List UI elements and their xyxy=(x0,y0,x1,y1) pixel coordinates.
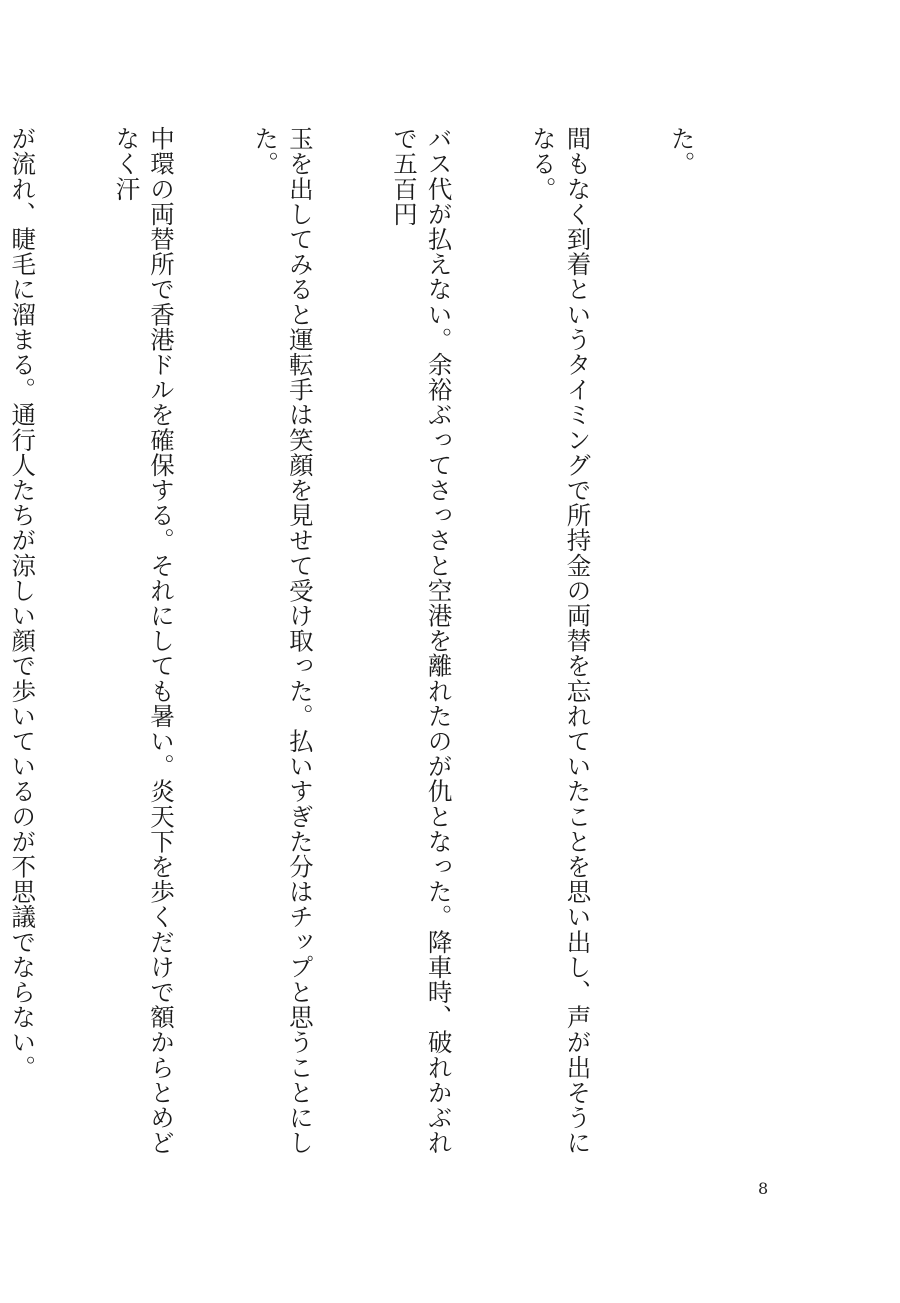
page-number: 8 xyxy=(758,1179,769,1198)
text-line: 間もなく到着というタイミングで所持金の両替を忘れていたことを思い出し、声が出そうになる。 xyxy=(528,126,593,1156)
text-line: バス代が払えない。余裕ぶってさっさと空港を離れたのが仇となった。降車時、破れかぶれで五百円 xyxy=(389,126,454,1156)
text-line: 中環の両替所で香港ドルを確保する。それにしても暑い。炎天下を歩くだけで額からとめどなく汗 xyxy=(112,126,177,1156)
vertical-body-text xyxy=(0,126,768,1171)
text-line: た。 xyxy=(667,126,697,177)
text-line: 玉を出してみると運転手は笑顔を見せて受け取った。払いすぎた分はチップと思うことにした。 xyxy=(251,126,315,1156)
text-line: が流れ、睫毛に溜まる。通行人たちが涼しい顔で歩いているのが不思議でならない。 xyxy=(8,126,38,1080)
